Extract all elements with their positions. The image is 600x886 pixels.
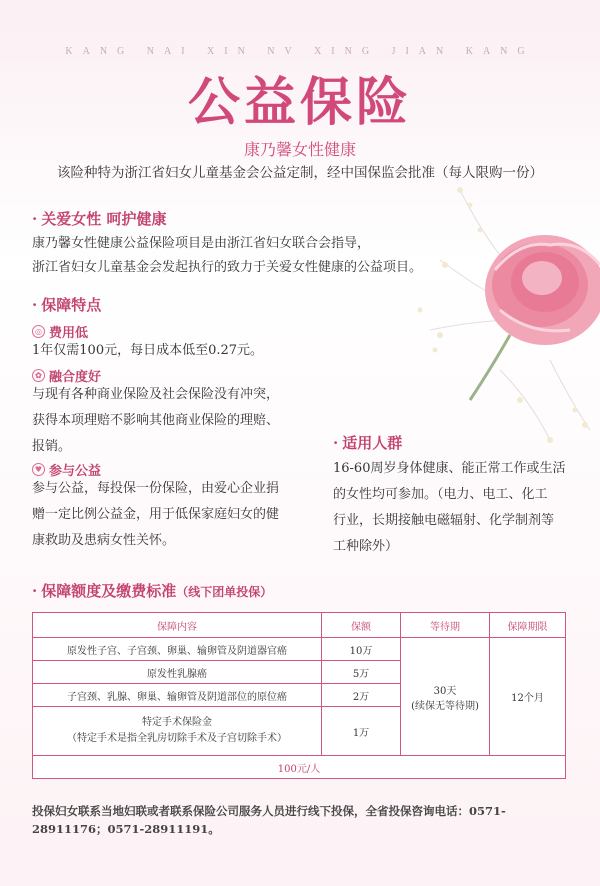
audience-heading: · 适用人群 xyxy=(333,434,403,452)
care-heading: · 关爱女性 呵护健康 xyxy=(32,210,167,228)
column-header: 保额 xyxy=(322,613,401,638)
coverage-table xyxy=(32,612,566,779)
features-heading: · 保障特点 xyxy=(32,296,102,314)
coverage-content: 原发性子宫、子宫颈、卵巢、输卵管及阴道器官癌 xyxy=(33,638,322,661)
coverage-heading: · 保障额度及缴费标准（线下团单投保） xyxy=(32,582,273,600)
waiting-period: 30天 (续保无等待期) xyxy=(401,638,490,756)
feature-charity-text: 参与公益，每投保一份保险，由爱心企业捐 赠一定比例公益金，用于低保家庭妇女的健 康救助及患病女性关怀。 xyxy=(32,481,280,548)
table-row xyxy=(33,638,566,661)
care-text: 康乃馨女性健康公益保险项目是由浙江省妇女联合会指导， 浙江省妇女儿童基金会发起执行的致力于关爱女性健康的公益项目。 xyxy=(32,236,423,275)
audience-text: 16-60周岁身体健康、能正常工作或生活 的女性均可参加。（电力、电工、化工 行业，长期接触电磁辐射、化学制剂等 工种除外） xyxy=(333,461,566,554)
coverage-content: 原发性乳腺癌 xyxy=(33,661,322,684)
carnation-image xyxy=(400,170,600,470)
coverage-amount: 1万 xyxy=(322,707,401,756)
column-header: 保障内容 xyxy=(33,613,322,638)
column-header: 保障期限 xyxy=(490,613,566,638)
footer-note: 投保妇女联系当地妇联或者联系保险公司服务人员进行线下投保，全省投保咨询电话：0571-28911176；0571-28911191。 xyxy=(32,804,506,836)
column-header: 等待期 xyxy=(401,613,490,638)
heart-icon: ♥ xyxy=(32,463,45,476)
intro-text: 该险种特为浙江省妇女儿童基金会公益定制，经中国保监会批准（每人限购一份） xyxy=(57,165,543,181)
coverage-content: 子宫颈、乳腺、卵巢、输卵管及阴道部位的原位癌 xyxy=(33,684,322,707)
coverage-amount: 5万 xyxy=(322,661,401,684)
page-title: 公益保险 xyxy=(187,72,412,133)
price: 100元/人 xyxy=(33,756,566,779)
feature-compatible: ✿ 融合度好 xyxy=(32,366,101,385)
coverage-period: 12个月 xyxy=(490,638,566,756)
table-header-row xyxy=(33,613,566,638)
feature-charity: ♥ 参与公益 xyxy=(32,460,101,479)
pinyin-banner: KANG NAI XIN NV XING JIAN KANG xyxy=(65,46,535,57)
flower-icon: ✿ xyxy=(32,369,45,382)
feature-low-cost-text: 1年仅需100元，每日成本低至0.27元。 xyxy=(32,343,264,358)
target-icon: ◎ xyxy=(32,325,45,338)
coverage-amount: 10万 xyxy=(322,638,401,661)
coverage-content: 特定手术保险金 （特定手术是指全乳房切除手术及子宫切除手术） xyxy=(33,707,322,756)
feature-compatible-text: 与现有各种商业保险及社会保险没有冲突， 获得本项理赔不影响其他商业保险的理赔、 报销。 xyxy=(32,387,280,454)
page-subtitle: 康乃馨女性健康 xyxy=(243,140,356,159)
feature-low-cost: ◎ 费用低 xyxy=(32,322,88,341)
coverage-amount: 2万 xyxy=(322,684,401,707)
price-row xyxy=(33,756,566,779)
